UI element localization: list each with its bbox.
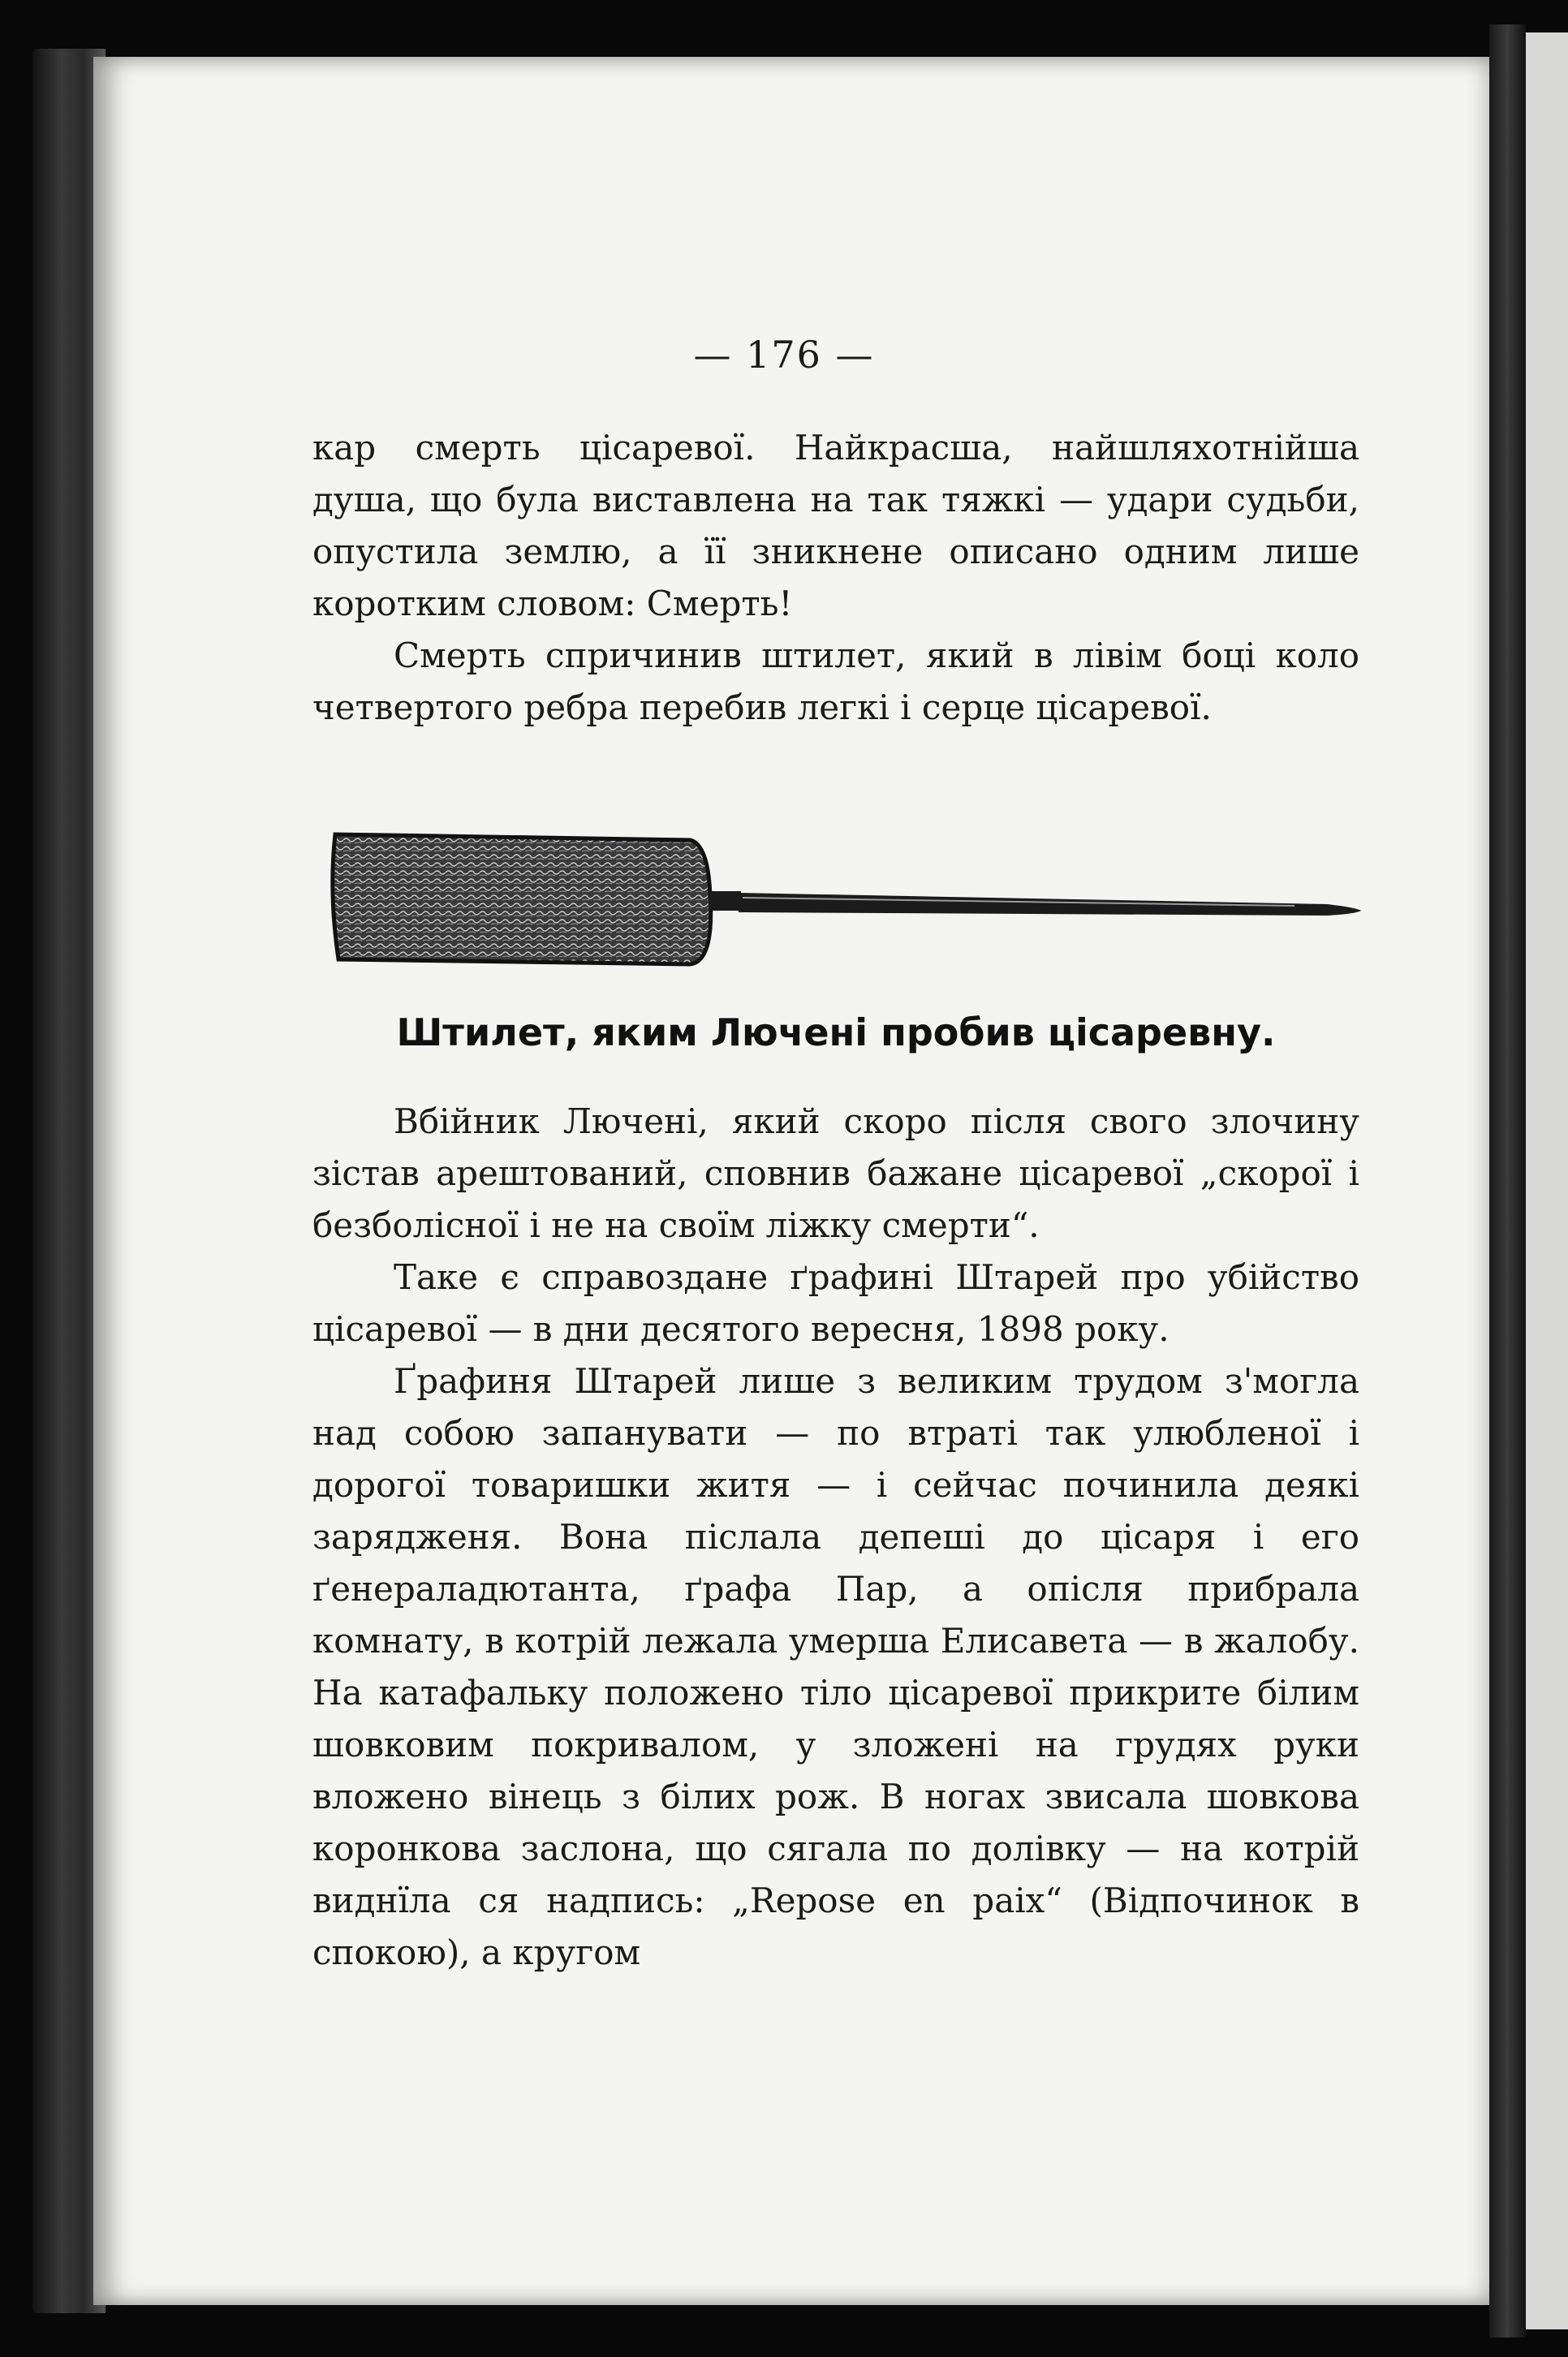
- figure-caption: Штилет, яким Лючені пробив цісаревну.: [396, 1010, 1276, 1054]
- bottom-text: [312, 1096, 1359, 1979]
- paragraph: Вбійник Лючені, який скоро після свого злочину зістав арештований, сповнив бажане цісаревої „скорої і безболісної і не на своїм ліжку смерти“.: [312, 1101, 1359, 1245]
- top-text: [312, 422, 1359, 734]
- facing-page-edge: [1526, 32, 1568, 2329]
- page-number: — 176 —: [693, 333, 875, 377]
- stiletto-illustration: [321, 820, 1368, 974]
- paragraph: Ґрафиня Штарей лише з великим трудом з'могла над собою запанувати — по втраті так улюбленої і дорогої товаришки житя — і сейчас починила деякі зарядженя. Вона післала депеші до цісаря і его ґенераладютанта, ґрафа Пар, а опісля прибрала комнату, в котрій лежала умерша Елисавета — в жалобу. На катафальку положено тіло цісаревої прикрите білим шовковим покривалом, у зложені на грудях руки вложено вінець з білих рож. В ногах звисала шовкова коронкова заслона, що сягала по долівку — на котрій виднїла ся надпись: „Repose en paix“ (Відпочинок в спокою), а кругом: [312, 1361, 1359, 1972]
- paragraph: Таке є справоздане ґрафині Штарей про убійство цісаревої — в дни десятого вересня, 1898 року.: [312, 1257, 1359, 1349]
- paragraph: кар смерть цісаревої. Найкрасша, найшляхотнійша душа, що була виставлена на так тяжкі — удари судьби, опустила землю, а її зникнене описано одним лише коротким словом: Смерть!: [312, 428, 1359, 623]
- paragraph: Смерть спричинив штилет, який в лівім боці коло четвертого ребра перебив легкі і серце цісаревої.: [312, 636, 1359, 727]
